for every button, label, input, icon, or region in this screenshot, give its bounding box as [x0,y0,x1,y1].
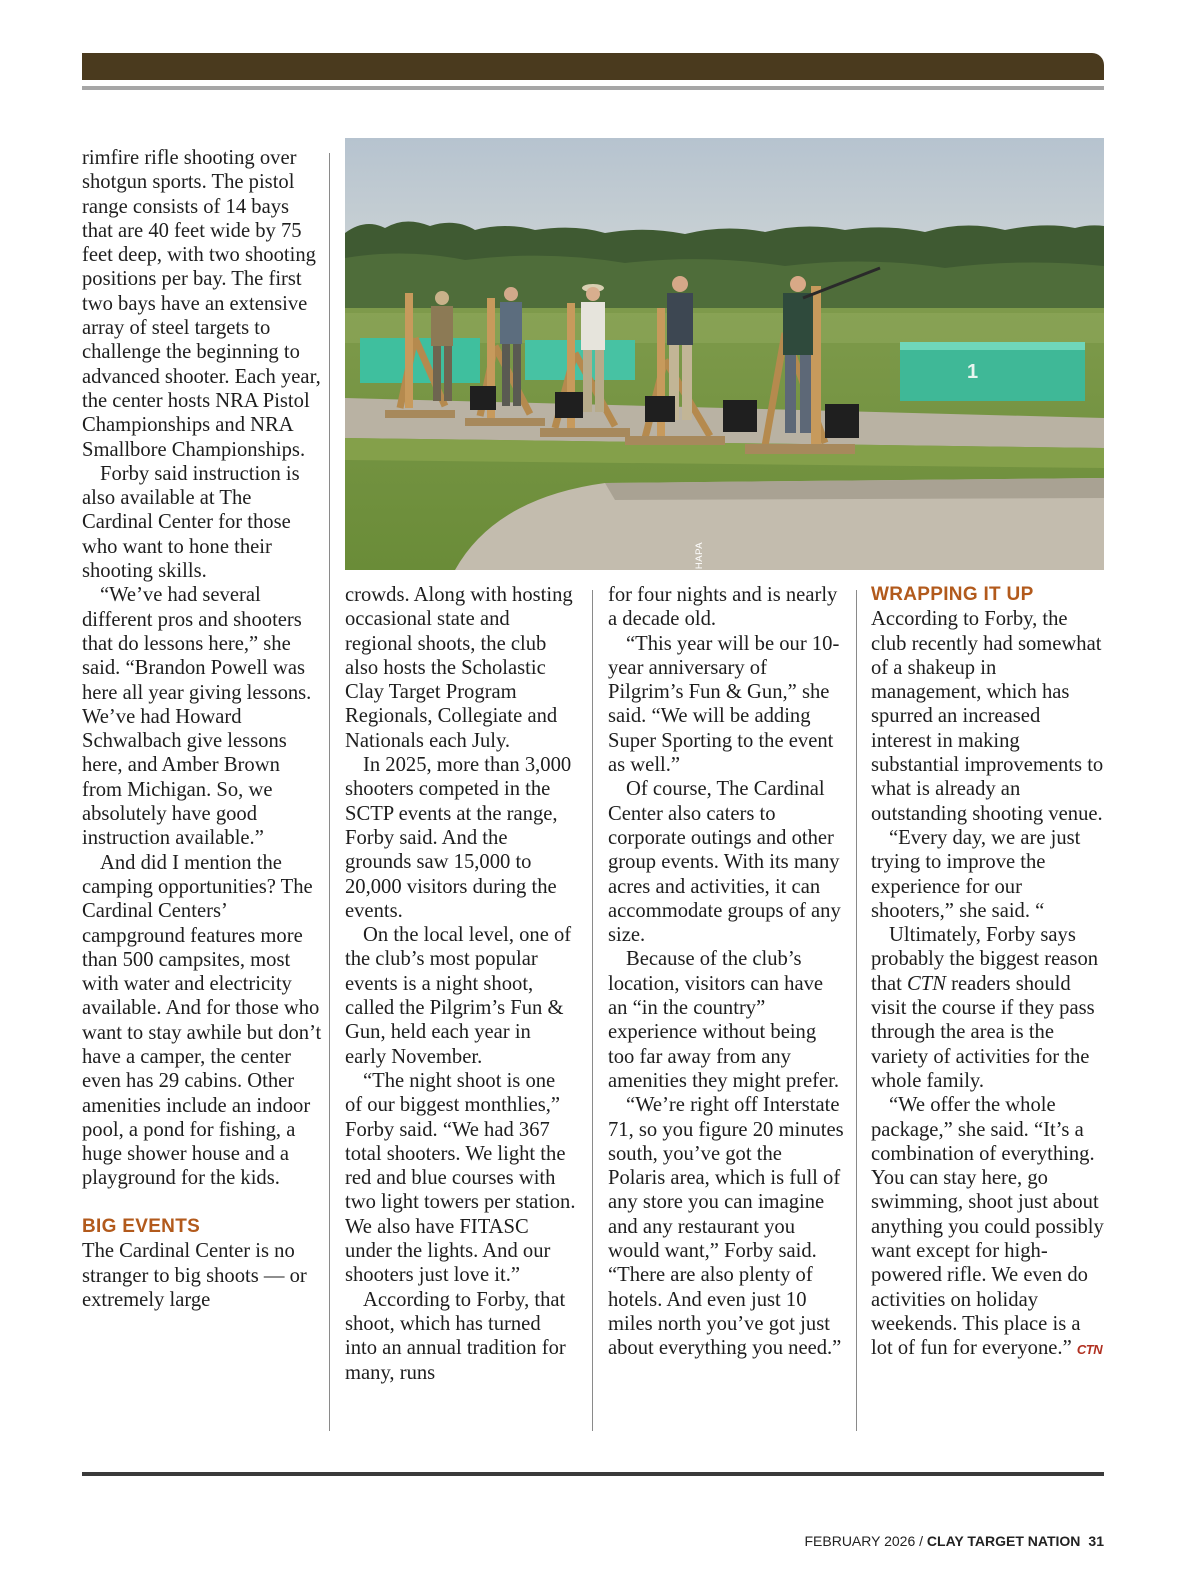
paragraph: Of course, The Cardinal Center also caters to corporate outings and other group events. With its many acres and activities, it can accommodate groups of any size. [608,778,841,947]
paragraph: The Cardinal Center is no stranger to big shoots — or extremely large [82,1240,307,1311]
paragraph: “We’re right off Interstate 71, so you figure 20 minutes south, you’ve got the Polaris area, which is full of any store you can imagine and any restaurant you would want,” Forby said. “There are also plenty of hotels. And even just 10 miles north you’ve got just about everything you need.” [608,1094,844,1360]
paragraph: Because of the club’s location, visitors can have an “in the country” experience without being too far away from any amenities they might prefer. [608,948,840,1092]
page-number: 31 [1088,1533,1104,1549]
column-divider [329,153,330,1431]
text-run: “We offer the whole package,” she said. “It’s a combination of everything. You can stay here, go swimming, shoot just about anything you could possibly want except for high-powered rifle. We even do activities on holiday weekends. This place is a lot of fun for everyone.” [871,1094,1104,1360]
paragraph: for four nights and is nearly a decade old. [608,584,838,631]
article-column-3 [608,583,844,1361]
paragraph: According to Forby, the club recently had somewhat of a shakeup in management, which has spurred an increased interest in making substantial improvements to what is already an outstanding shooting venue. [871,608,1104,825]
magazine-name: CLAY TARGET NATION [926,1533,1081,1549]
header-rule [82,86,1104,90]
article-column-1 [82,146,322,1312]
photo-credit: PHOTOS BY LEFTY BAYCHAPA [694,541,705,694]
section-heading-big-events: BIG EVENTS [82,1216,201,1238]
paragraph: rimfire rifle shooting over shotgun sports. The pistol range consists of 14 bays that are 40 feet wide by 75 feet deep, with two shooting positions per bay. The first two bays have an extensive array of steel targets to challenge the beginning to advanced shooter. Each year, the center hosts NRA Pistol Championships and NRA Smallbore Championships. [82,147,321,461]
paragraph: “Every day, we are just trying to improve the experience for our shooters,” she said. “ [871,826,1081,922]
paragraph: In 2025, more than 3,000 shooters competed in the SCTP events at the range, Forby said. And the grounds saw 15,000 to 20,000 visitors during the events. [345,754,572,922]
paragraph: “This year will be our 10-year anniversary of Pilgrim’s Fun & Gun,” she said. “We will be adding Super Sporting to the event as well.” [608,632,840,777]
paragraph: On the local level, one of the club’s most popular events is a night shoot, called the Pilgrim’s Fun & Gun, held each year in early November. [345,924,572,1068]
section-heading-wrapping-it-up: WRAPPING IT UP [871,584,1034,605]
paragraph [871,1093,1104,1362]
trap-range-photo [345,138,1104,570]
issue-date: FEBRUARY 2026 [804,1533,916,1549]
end-mark-logo: CTN [1076,1342,1103,1358]
header-bar [82,53,1104,80]
column-divider [856,590,857,1431]
footer-separator: / [915,1533,927,1549]
station-number: 1 [967,361,979,383]
paragraph: crowds. Along with hosting occasional state and regional shoots, the club also hosts the Scholastic Clay Target Program Regionals, Collegiate and Nationals each July. [345,584,573,752]
paragraph: “The night shoot is one of our biggest monthlies,” Forby said. “We had 367 total shooters. We light the red and blue courses with two light towers per station. We also have FITASC under the lights. And our shooters just love it.” [345,1069,576,1287]
paragraph: Forby said instruction is also available at The Cardinal Center for those who want to hone their shooting skills. [82,462,300,583]
column-divider [592,590,593,1431]
text-run: readers should visit the course if they pass through the area is the variety of activities for the whole family. [871,972,1095,1092]
magazine-abbreviation: CTN [907,972,946,995]
footer-rule [82,1472,1104,1476]
text-run: Ultimately, Forby says probably the biggest reason that [871,924,1099,995]
paragraph: “We’ve had several different pros and shooters that do lessons here,” she said. “Brandon Powell was here all year giving lessons. We’ve had Howard Schwalbach give lessons here, and Amber Brown from Michigan. So, we absolutely have good instruction available.” [82,584,312,850]
article-column-4 [871,583,1104,1363]
article-column-2 [345,583,577,1385]
page-footer [804,1533,1104,1549]
paragraph: And did I mention the camping opportunities? The Cardinal Centers’ campground features more than 500 campsites, most with water and electricity available. And for those who want to stay awhile but don’t have a camper, the center even has 29 cabins. Other amenities include an indoor pool, a pond for fishing, a huge shower house and a playground for the kids. [82,851,322,1190]
paragraph: According to Forby, that shoot, which has turned into an annual tradition for many, runs [345,1288,566,1384]
paragraph [871,923,1104,1093]
